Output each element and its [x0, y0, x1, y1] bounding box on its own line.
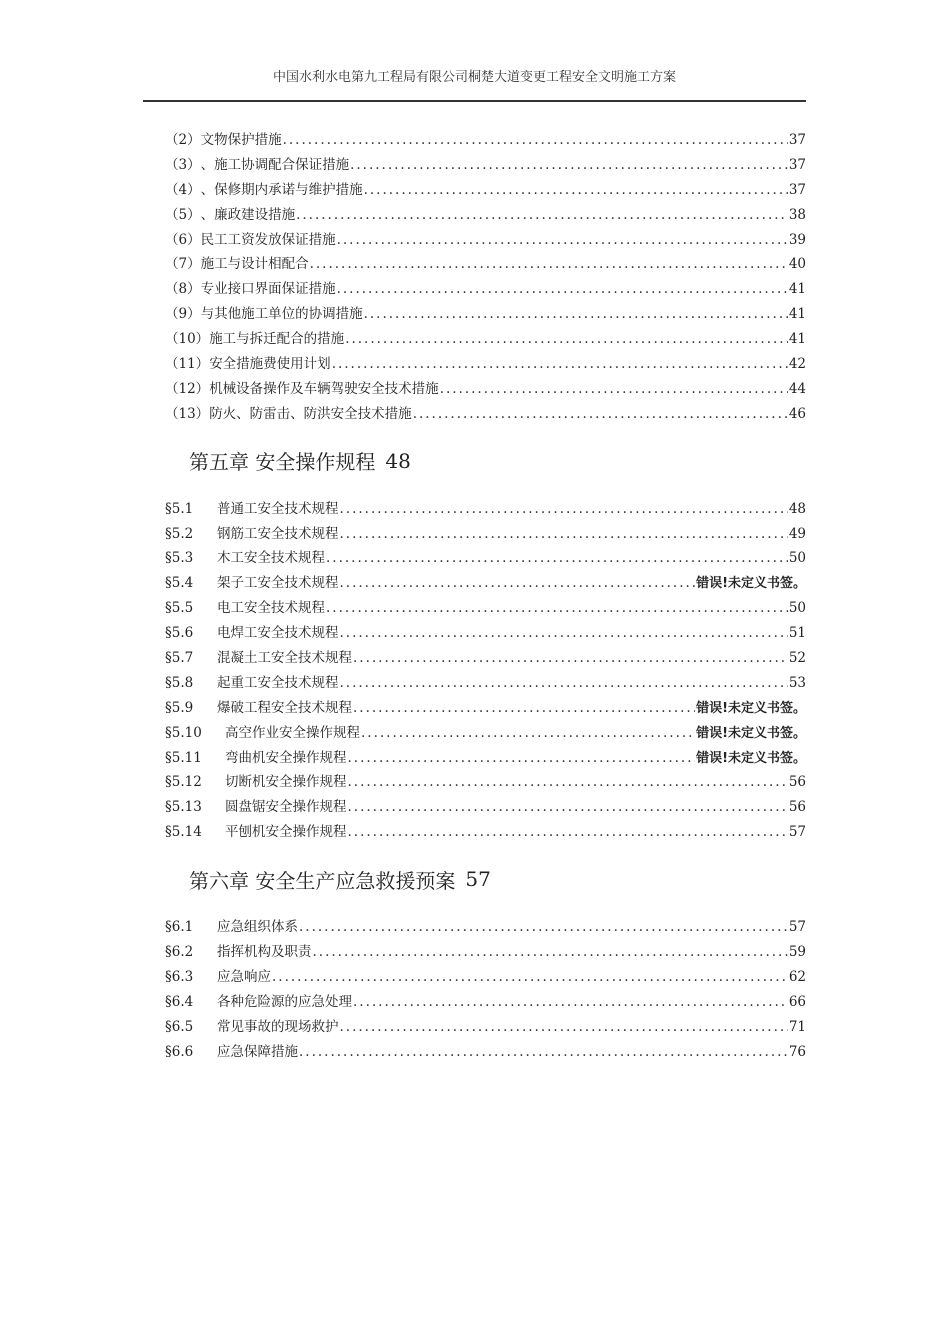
toc-entry-number: （2）	[165, 132, 201, 148]
toc-entry-number: §5.13	[165, 799, 202, 816]
toc-section-chapter4-continued	[165, 128, 806, 427]
toc-entry-number: §5.11	[165, 749, 202, 766]
toc-entry-label: 架子工安全技术规程	[217, 575, 339, 592]
toc-leader-dots	[296, 207, 788, 223]
toc-entry-number: （6）	[165, 231, 201, 248]
toc-entry[interactable]	[165, 596, 806, 621]
toc-entry-label: 起重工安全技术规程	[217, 674, 339, 691]
toc-entry[interactable]	[165, 327, 806, 352]
toc-entry-page: 56	[788, 799, 806, 816]
toc-entry-label: 专业接口界面保证措施	[200, 281, 336, 298]
toc-entry[interactable]	[165, 696, 806, 721]
toc-entry[interactable]	[165, 1040, 806, 1065]
toc-entry-label: 电工安全技术规程	[217, 600, 325, 617]
toc-leader-dots	[310, 256, 788, 272]
toc-entry-label: 高空作业安全操作规程	[225, 724, 360, 741]
toc-leader-dots	[353, 994, 788, 1010]
toc-entry-label: 普通工安全技术规程	[217, 500, 339, 517]
toc-entry-number: （12）	[165, 380, 210, 397]
toc-leader-dots	[326, 550, 788, 566]
toc-entry-label: 弯曲机安全操作规程	[225, 749, 347, 766]
toc-entry-number: §5.3	[165, 550, 194, 567]
toc-entry-label: 应急保障措施	[217, 1043, 298, 1060]
toc-entry-page: 51	[788, 625, 806, 642]
toc-entry-page: 37	[788, 156, 806, 173]
toc-entry[interactable]	[165, 302, 806, 327]
toc-entry-number: §5.7	[165, 650, 194, 667]
toc-entry-label: 与其他施工单位的协调措施	[200, 306, 363, 323]
toc-entry-page: 48	[788, 500, 806, 517]
toc-entry[interactable]	[165, 203, 806, 228]
toc-entry-number: §5.6	[165, 625, 194, 642]
toc-entry-number: §6.4	[165, 993, 194, 1010]
toc-leader-dots	[340, 526, 788, 542]
toc-leader-dots	[299, 1044, 788, 1060]
toc-leader-dots	[348, 774, 788, 790]
toc-entry-number: §6.6	[165, 1043, 194, 1060]
toc-entry[interactable]	[165, 940, 806, 965]
toc-leader-dots	[348, 824, 788, 840]
toc-entry-label: 、廉政建设措施	[200, 206, 296, 223]
toc-entry-label: 民工工资发放保证措施	[200, 231, 336, 248]
toc-entry-label: 钢筋工安全技术规程	[217, 525, 339, 542]
toc-entry-label: 平刨机安全操作规程	[225, 824, 347, 841]
toc-entry[interactable]	[165, 915, 806, 940]
toc-leader-dots	[337, 232, 788, 248]
toc-entry-number: §5.8	[165, 674, 194, 691]
toc-entry[interactable]	[165, 497, 806, 522]
toc-entry-page: 错误!未定义书签。	[696, 725, 806, 741]
toc-entry-number: （4）	[165, 181, 201, 198]
toc-entry-page: 41	[788, 331, 806, 348]
toc-entry-number: （13）	[165, 405, 210, 422]
toc-entry-number: §5.9	[165, 699, 194, 716]
toc-entry-page: 57	[788, 824, 806, 841]
toc-leader-dots	[326, 600, 788, 616]
toc-entry-page: 46	[788, 405, 806, 422]
toc-entry-number: §5.1	[165, 500, 194, 517]
toc-entry-page: 49	[788, 525, 806, 542]
toc-entry-page: 错误!未定义书签。	[696, 576, 806, 592]
toc-entry-number: （3）	[165, 156, 201, 173]
toc-entry-page: 40	[788, 256, 806, 273]
toc-entry[interactable]	[165, 746, 806, 771]
toc-leader-dots	[364, 306, 788, 322]
toc-entry[interactable]	[165, 153, 806, 178]
toc-entry-page: 错误!未定义书签。	[696, 750, 806, 766]
toc-entry-label: 防火、防雷击、防洪安全技术措施	[209, 405, 412, 422]
toc-entry-number: （8）	[165, 281, 201, 298]
toc-leader-dots	[353, 700, 695, 716]
toc-entry-page: 39	[788, 231, 806, 248]
toc-leader-dots	[348, 799, 788, 815]
toc-entry-number: §5.4	[165, 575, 194, 592]
toc-entry-page: 76	[788, 1043, 806, 1060]
toc-leader-dots	[313, 944, 788, 960]
toc-entry-label: 、保修期内承诺与维护措施	[200, 181, 363, 198]
toc-entry[interactable]	[165, 571, 806, 596]
toc-leader-dots	[332, 356, 788, 372]
toc-leader-dots	[340, 575, 696, 591]
toc-entry-number: §6.1	[165, 919, 194, 936]
toc-entry-label: 电焊工安全技术规程	[217, 625, 339, 642]
toc-entry-page: 38	[788, 206, 806, 223]
toc-entry-label: 应急响应	[217, 968, 271, 985]
chapter-page: 48	[385, 448, 411, 473]
toc-entry-number: §5.5	[165, 600, 194, 617]
toc-leader-dots	[340, 675, 788, 691]
toc-entry-label: 应急组织体系	[217, 919, 298, 936]
toc-entry[interactable]	[165, 1015, 806, 1040]
toc-entry[interactable]	[165, 252, 806, 277]
toc-entry-page: 50	[788, 600, 806, 617]
page-header: 中国水利水电第九工程局有限公司桐楚大道变更工程安全文明施工方案	[272, 70, 676, 85]
toc-entry[interactable]	[165, 377, 806, 402]
toc-entry-page: 59	[788, 944, 806, 961]
toc-entry-number: §5.14	[165, 824, 202, 841]
toc-entry-label: 机械设备操作及车辆驾驶安全技术措施	[209, 380, 439, 397]
toc-leader-dots	[413, 406, 788, 422]
toc-entry-number: （10）	[165, 331, 210, 348]
toc-entry-page: 56	[788, 774, 806, 791]
toc-entry-number: §6.3	[165, 968, 194, 985]
toc-entry-label: 木工安全技术规程	[217, 550, 325, 567]
toc-entry-label: 圆盘锯安全操作规程	[225, 799, 347, 816]
toc-leader-dots	[337, 281, 788, 297]
toc-leader-dots	[340, 625, 788, 641]
toc-entry-number: §5.2	[165, 525, 194, 542]
toc-leader-dots	[353, 650, 788, 666]
toc-entry[interactable]	[165, 621, 806, 646]
toc-entry-number: §5.10	[165, 724, 202, 741]
toc-entry-page: 41	[788, 281, 806, 298]
toc-entry[interactable]	[165, 178, 806, 203]
toc-entry-number: §6.5	[165, 1018, 194, 1035]
toc-leader-dots	[348, 750, 696, 766]
chapter-title: 第六章 安全生产应急救援预案	[189, 868, 456, 893]
toc-leader-dots	[340, 1019, 788, 1035]
chapter-6-heading[interactable]	[165, 855, 806, 903]
toc-entry-number: §6.2	[165, 944, 194, 961]
toc-entry-label: 文物保护措施	[200, 132, 282, 148]
toc-entry-label: 混凝土工安全技术规程	[217, 650, 352, 667]
toc-entry[interactable]	[165, 820, 806, 845]
toc-entry-page: 71	[788, 1018, 806, 1035]
toc-entry-label: 切断机安全操作规程	[225, 774, 347, 791]
toc-entry[interactable]	[165, 721, 806, 746]
toc-entry-page: 42	[788, 356, 806, 373]
toc-entry[interactable]	[165, 671, 806, 696]
toc-leader-dots	[283, 132, 788, 148]
toc-entry[interactable]	[165, 352, 806, 377]
toc-leader-dots	[345, 331, 788, 347]
chapter-page: 57	[465, 867, 491, 892]
toc-entry-page: 41	[788, 306, 806, 323]
toc-section-chapter6	[165, 915, 806, 1064]
toc-leader-dots	[364, 182, 788, 198]
toc-entry-page: 错误!未定义书签。	[696, 700, 806, 716]
toc-leader-dots	[340, 501, 788, 517]
toc-leader-dots	[361, 725, 695, 741]
toc-leader-dots	[272, 969, 788, 985]
toc-leader-dots	[299, 919, 788, 935]
toc-entry-number: （9）	[165, 306, 201, 323]
toc-entry-page: 50	[788, 550, 806, 567]
toc-entry[interactable]	[165, 522, 806, 547]
toc-entry-label: 指挥机构及职责	[217, 944, 312, 961]
toc-entry-page: 53	[788, 674, 806, 691]
toc-entry-page: 52	[788, 650, 806, 667]
toc-entry-page: 66	[788, 993, 806, 1010]
toc-entry-page: 37	[788, 132, 806, 148]
toc-entry-page: 62	[788, 968, 806, 985]
header-divider	[143, 100, 806, 102]
toc-entry[interactable]	[165, 228, 806, 253]
chapter-5-heading[interactable]	[165, 437, 806, 485]
toc-entry-label: 爆破工程安全技术规程	[217, 699, 352, 716]
toc-entry[interactable]	[165, 546, 806, 571]
toc-entry[interactable]	[165, 770, 806, 795]
toc-entry[interactable]	[165, 128, 806, 153]
toc-entry[interactable]	[165, 402, 806, 427]
toc-entry-label: 施工与拆迁配合的措施	[209, 331, 345, 348]
toc-entry-number: （11）	[165, 356, 210, 373]
toc-entry-label: 安全措施费使用计划	[209, 356, 331, 373]
toc-entry[interactable]	[165, 965, 806, 990]
toc-entry-number: （5）	[165, 206, 201, 223]
toc-entry[interactable]	[165, 795, 806, 820]
toc-entry-page: 57	[788, 919, 806, 936]
toc-entry[interactable]	[165, 646, 806, 671]
toc-leader-dots	[350, 157, 788, 173]
toc-entry-label: 、施工协调配合保证措施	[200, 156, 350, 173]
chapter-title: 第五章 安全操作规程	[189, 450, 376, 475]
toc-entry-label: 各种危险源的应急处理	[217, 993, 352, 1010]
table-of-contents	[165, 128, 806, 1065]
toc-entry-page: 44	[788, 380, 806, 397]
toc-section-chapter5	[165, 497, 806, 845]
toc-entry-label: 常见事故的现场救护	[217, 1018, 339, 1035]
toc-entry[interactable]	[165, 990, 806, 1015]
toc-entry-page: 37	[788, 181, 806, 198]
toc-entry-label: 施工与设计相配合	[200, 256, 309, 273]
toc-entry-number: （7）	[165, 256, 201, 273]
toc-leader-dots	[440, 381, 788, 397]
toc-entry-number: §5.12	[165, 774, 202, 791]
toc-entry[interactable]	[165, 277, 806, 302]
